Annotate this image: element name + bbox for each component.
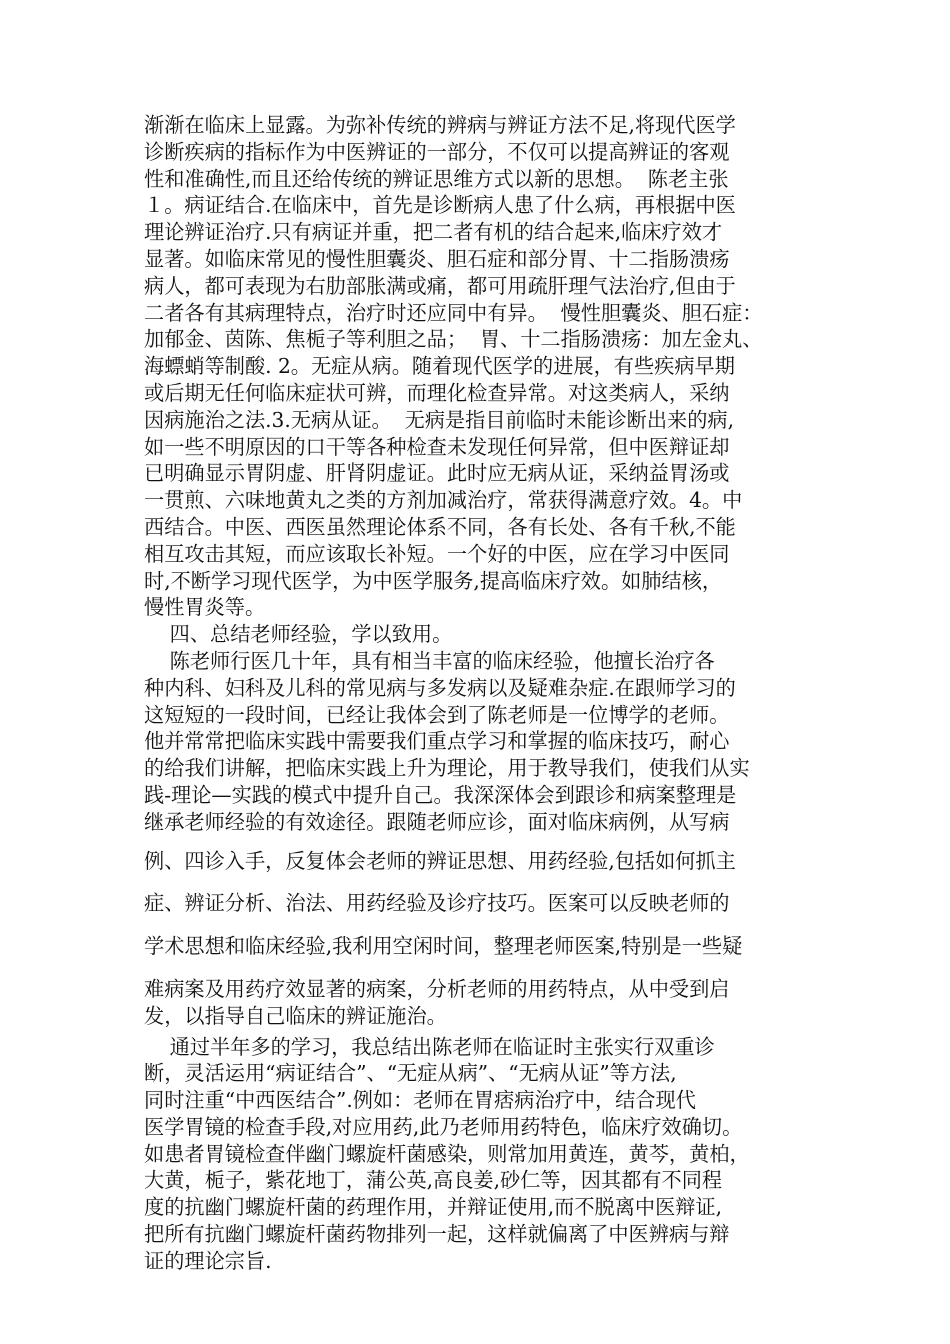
section-heading: 四、总结老师经验，学以致用。 — [144, 622, 453, 647]
text-line: 种内科、妇科及儿科的常见病与多发病以及疑难杂症.在跟师学习的 — [144, 675, 736, 700]
text-line: 慢性胃炎等。 — [144, 595, 266, 620]
text-line: 海螵蛸等制酸. 2。无症从病。随着现代医学的进展，有些疾病早期 — [144, 354, 735, 379]
text-line: 显著。如临床常见的慢性胆囊炎、胆石症和部分胃、十二指肠溃疡 — [144, 246, 730, 271]
text-line: 时,不断学习现代医学，为中医学服务,提高临床疗效。如肺结核， — [144, 568, 723, 593]
text-line: 或后期无任何临床症状可辨，而理化检查异常。对这类病人，采纳 — [144, 380, 730, 405]
text-line: 医学胃镜的检查手段,对应用药,此乃老师用药特色，临床疗效确切。 — [144, 1114, 743, 1139]
text-line: 通过半年多的学习，我总结出陈老师在临证时主张实行双重诊 — [144, 1034, 715, 1059]
text-line: 断，灵活运用“病证结合”、“无症从病”、“无病从证”等方法, — [144, 1061, 677, 1086]
text-line: 症、辨证分析、治法、用药经验及诊疗技巧。医案可以反映老师的 — [144, 891, 730, 916]
text-line: 的给我们讲解，把临床实践上升为理论，用于教导我们，使我们从实 — [144, 756, 750, 781]
text-line: 一贯煎、六味地黄丸之类的方剂加减治疗，常获得满意疗效。4。中 — [144, 488, 743, 513]
text-line: 理论辨证治疗.只有病证并重，把二者有机的结合起来,临床疗效才 — [144, 220, 723, 245]
text-line: 继承老师经验的有效途径。跟随老师应诊，面对临床病例，从写病 — [144, 809, 730, 834]
text-line: 陈老师行医几十年，具有相当丰富的临床经验，他擅长治疗各 — [144, 648, 715, 673]
text-line: 因病施治之法.3.无病从证。 无病是指目前临时未能诊断出来的病, — [144, 407, 734, 432]
text-line: 二者各有其病理特点，治疗时还应同中有异。 慢性胆囊炎、胆石症： — [144, 300, 763, 325]
text-line: 渐渐在临床上显露。为弥补传统的辨病与辨证方法不足,将现代医学 — [144, 113, 736, 137]
text-line: 学术思想和临床经验,我利用空闲时间，整理老师医案,特别是一些疑 — [144, 934, 743, 959]
text-line: 把所有抗幽门螺旋杆菌药物排列一起，这样就偏离了中医辨病与辩 — [144, 1222, 730, 1247]
text-line: 已明确显示胃阴虚、肝肾阴虚证。此时应无病从证，采纳益胃汤或 — [144, 461, 730, 486]
text-line: 如患者胃镜检查伴幽门螺旋杆菌感染，则常加用黄连，黄芩，黄柏， — [144, 1141, 750, 1166]
text-line: １。病证结合.在临床中，首先是诊断病人患了什么病，再根据中医 — [144, 193, 736, 218]
text-line: 同时注重“中西医结合”.例如：老师在胃痞病治疗中，结合现代 — [144, 1088, 696, 1113]
text-line: 这短短的一段时间，已经让我体会到了陈老师是一位博学的老师。 — [144, 702, 730, 727]
text-line: 度的抗幽门螺旋杆菌的药理作用，并辩证使用,而不脱离中医辩证, — [144, 1195, 723, 1220]
text-line: 诊断疾病的指标作为中医辨证的一部分，不仅可以提高辨证的客观 — [144, 139, 730, 164]
text-line: 西结合。中医、西医虽然理论体系不同，各有长处、各有千秋,不能 — [144, 514, 736, 539]
text-line: 性和准确性,而且还给传统的辨证思维方式以新的思想。 陈老主张 — [144, 166, 729, 191]
text-line: 例、四诊入手，反复体会老师的辨证思想、用药经验,包括如何抓主 — [144, 848, 736, 873]
document-page — [144, 112, 809, 1275]
text-line: 加郁金、茵陈、焦栀子等利胆之品； 胃、十二指肠溃疡：加左金丸、 — [144, 327, 763, 352]
text-line: 病人，都可表现为右肋部胀满或痛，都可用疏肝理气法治疗,但由于 — [144, 273, 736, 298]
text-line: 难病案及用药疗效显著的病案，分析老师的用药特点，从中受到启 — [144, 976, 730, 1001]
text-line: 践-理论—实践的模式中提升自己。我深深体会到跟诊和病案整理是 — [144, 782, 737, 807]
text-line: 大黄，栀子，紫花地丁，蒲公英,高良姜,砂仁等，因其都有不同程 — [144, 1168, 723, 1193]
text-line: 相互攻击其短，而应该取长补短。一个好的中医，应在学习中医同 — [144, 541, 730, 566]
text-line: 他并常常把临床实践中需要我们重点学习和掌握的临床技巧，耐心 — [144, 729, 730, 754]
text-line: 发，以指导自己临床的辨证施治。 — [144, 1003, 447, 1028]
text-line: 如一些不明原因的口干等各种检查未发现任何异常，但中医辩证却 — [144, 434, 730, 459]
text-line: 证的理论宗旨. — [144, 1248, 272, 1273]
